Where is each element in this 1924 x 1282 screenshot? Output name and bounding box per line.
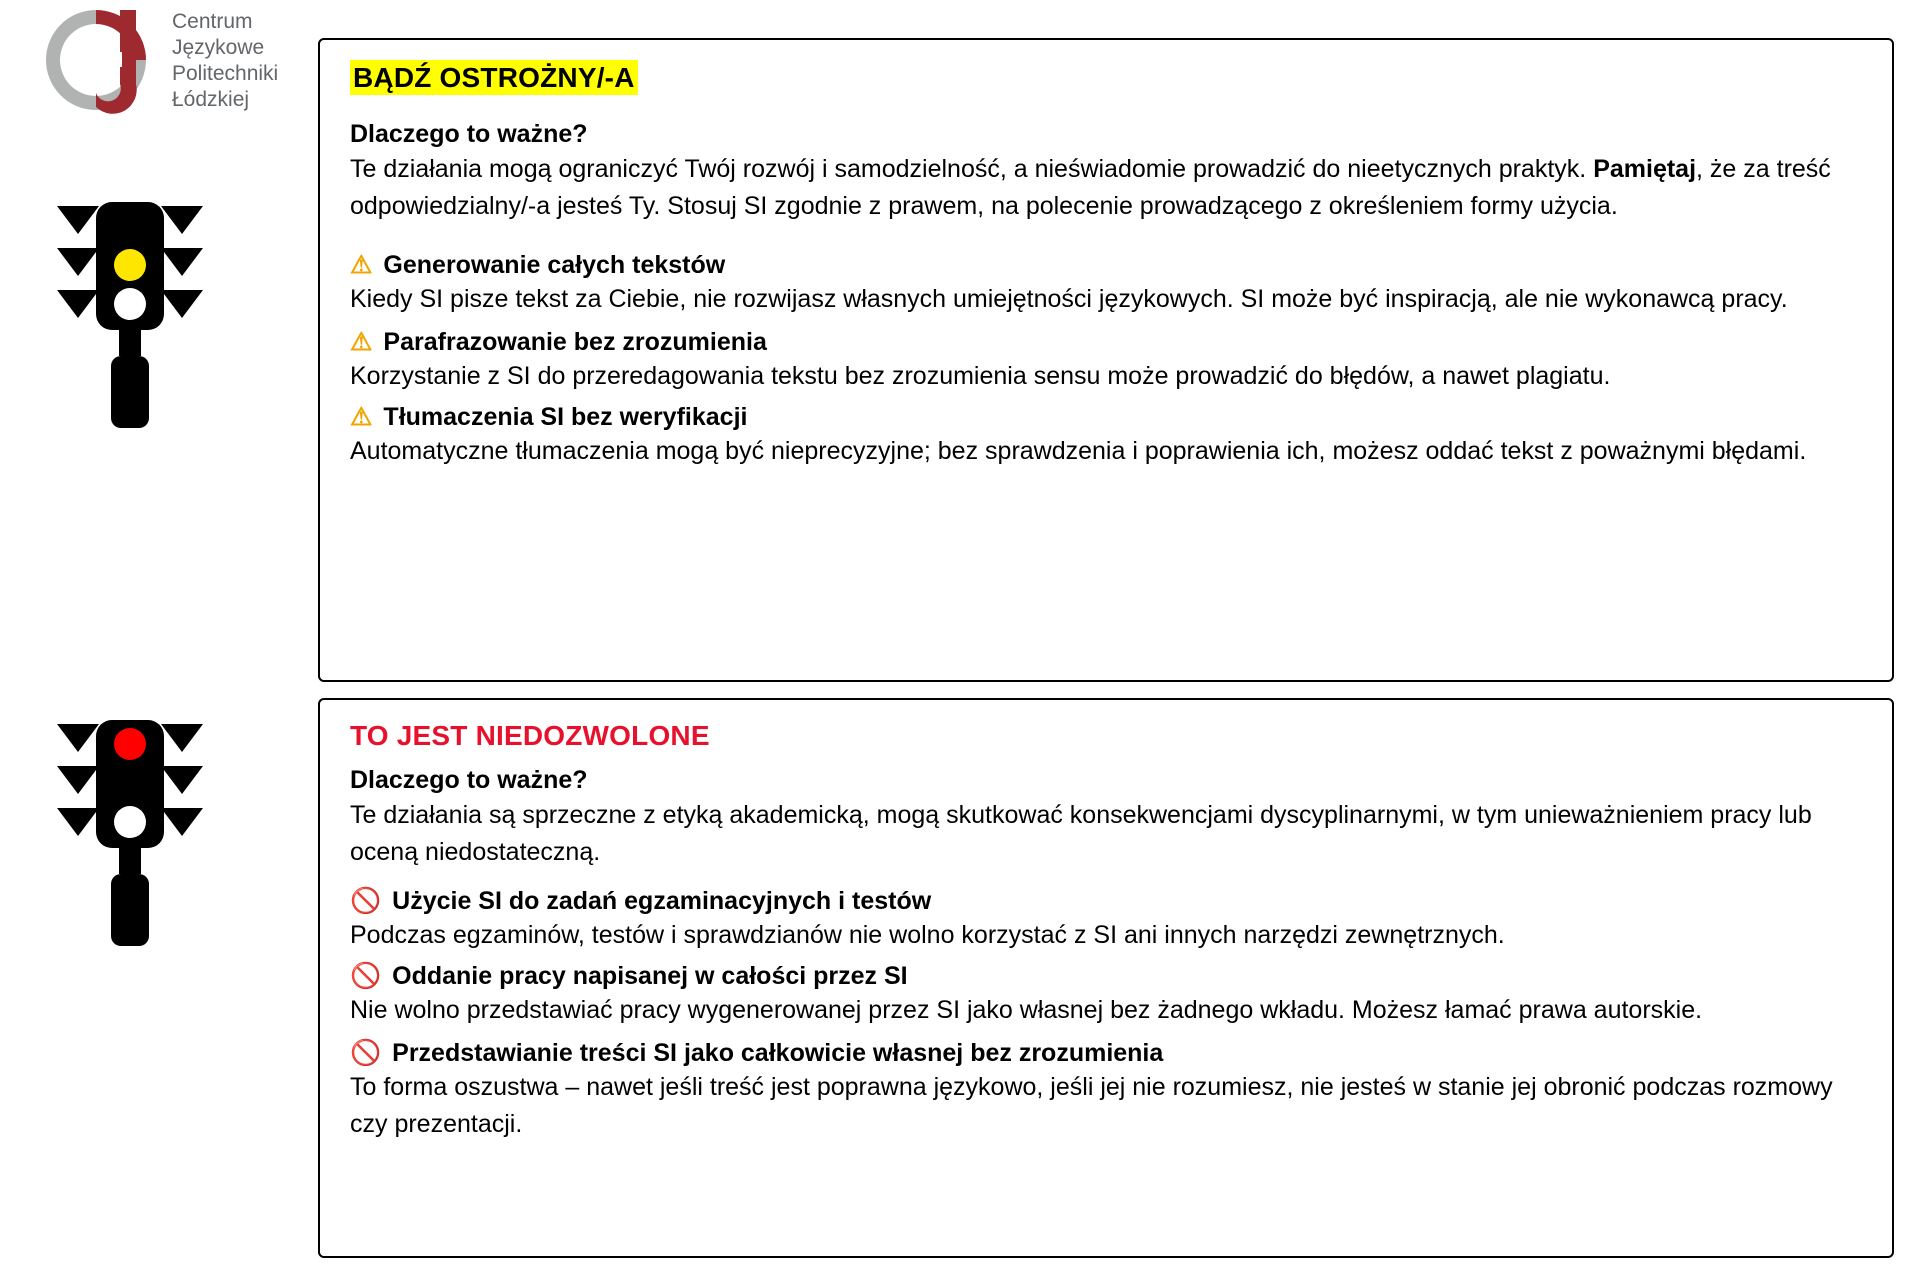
card-caution-item-3-body: Automatyczne tłumaczenia mogą być nieprecyzyjne; bez sprawdzenia i poprawienia ich, możesz oddać tekst z poważnymi błędami. <box>350 437 1807 465</box>
card-forbidden-item-1-head <box>350 887 1862 916</box>
warning-icon: ⚠ <box>350 251 373 279</box>
prohibition-icon: 🚫 <box>350 962 382 990</box>
card-forbidden-item-3 <box>350 1039 1862 1143</box>
card-caution-item-3-head-text: Tłumaczenia SI bez weryfikacji <box>383 403 748 431</box>
card-forbidden-item-2-head <box>350 962 1862 991</box>
card-forbidden <box>318 698 1894 1258</box>
card-caution-title <box>350 62 638 94</box>
card-caution-item-1 <box>350 251 1862 318</box>
card-forbidden-lead-body: Te działania są sprzeczne z etyką akademicką, mogą skutkować konsekwencjami dyscyplinarnymi, w tym unieważnieniem pracy lub oceną niedostateczną. <box>350 801 1812 866</box>
card-caution <box>318 38 1894 682</box>
card-caution-lead-heading: Dlaczego to ważne? <box>350 120 588 148</box>
logo-text-line1: Centrum <box>172 10 253 33</box>
prohibition-icon: 🚫 <box>350 887 382 915</box>
traffic-light-yellow-icon <box>55 200 205 430</box>
logo-mark-icon <box>34 4 159 116</box>
card-forbidden-item-1 <box>350 887 1862 954</box>
card-caution-lead-part1: Te działania mogą ograniczyć Twój rozwój i samodzielność, a nieświadomie prowadzić do nieetycznych praktyk. <box>350 155 1594 183</box>
warning-icon: ⚠ <box>350 328 373 356</box>
card-forbidden-item-3-head <box>350 1039 1862 1068</box>
card-forbidden-item-3-head-text: Przedstawianie treści SI jako całkowicie własnej bez zrozumienia <box>392 1039 1164 1067</box>
card-forbidden-item-1-body: Podczas egzaminów, testów i sprawdzianów nie wolno korzystać z SI ani innych narzędzi zewnętrznych. <box>350 921 1505 949</box>
card-caution-item-2 <box>350 328 1862 395</box>
card-caution-item-1-head <box>350 251 1862 280</box>
card-forbidden-item-2-body: Nie wolno przedstawiać pracy wygenerowanej przez SI jako własnej bez żadnego wkładu. Możesz łamać prawa autorskie. <box>350 996 1703 1024</box>
institution-logo <box>34 4 324 122</box>
card-caution-lead-body <box>350 151 1862 225</box>
card-caution-lead-bold: Pamiętaj <box>1593 155 1697 183</box>
card-forbidden-item-1-head-text: Użycie SI do zadań egzaminacyjnych i testów <box>392 887 932 915</box>
card-caution-item-1-body: Kiedy SI pisze tekst za Ciebie, nie rozwijasz własnych umiejętności językowych. SI może być inspiracją, ale nie wykonawcą pracy. <box>350 285 1788 313</box>
logo-text-line4: Łódzkiej <box>172 88 250 111</box>
card-forbidden-item-2-head-text: Oddanie pracy napisanej w całości przez SI <box>392 962 908 990</box>
card-forbidden-item-3-body: To forma oszustwa – nawet jeśli treść jest poprawna językowo, jeśli jej nie rozumiesz, nie jesteś w stanie jej obronić podczas rozmowy czy prezentacji. <box>350 1073 1833 1138</box>
card-forbidden-title: TO JEST NIEDOZWOLONE <box>350 720 710 751</box>
card-forbidden-item-2 <box>350 962 1862 1029</box>
card-caution-lead-part2: , że za treść odpowiedzialny/-a jesteś Ty. Stosuj SI zgodnie z prawem, na polecenie prowadzącego z określeniem formy użycia. <box>350 155 1831 220</box>
card-caution-title-text: BĄDŹ OSTROŻNY/-A <box>350 60 638 95</box>
card-caution-item-1-head-text: Generowanie całych tekstów <box>383 251 726 279</box>
card-caution-item-3 <box>350 403 1862 470</box>
card-forbidden-lead-heading: Dlaczego to ważne? <box>350 766 588 794</box>
logo-text-line3: Politechniki <box>172 62 279 85</box>
card-caution-item-2-head-text: Parafrazowanie bez zrozumienia <box>383 328 767 356</box>
card-caution-item-3-head <box>350 403 1862 432</box>
card-caution-item-2-body: Korzystanie z SI do przeredagowania tekstu bez zrozumienia sensu może prowadzić do błędów, a nawet plagiatu. <box>350 362 1611 390</box>
logo-text <box>172 9 278 113</box>
traffic-light-red-icon <box>55 718 205 948</box>
warning-icon: ⚠ <box>350 403 373 431</box>
logo-text-line2: Językowe <box>172 36 265 59</box>
prohibition-icon: 🚫 <box>350 1039 382 1067</box>
card-caution-item-2-head <box>350 328 1862 357</box>
